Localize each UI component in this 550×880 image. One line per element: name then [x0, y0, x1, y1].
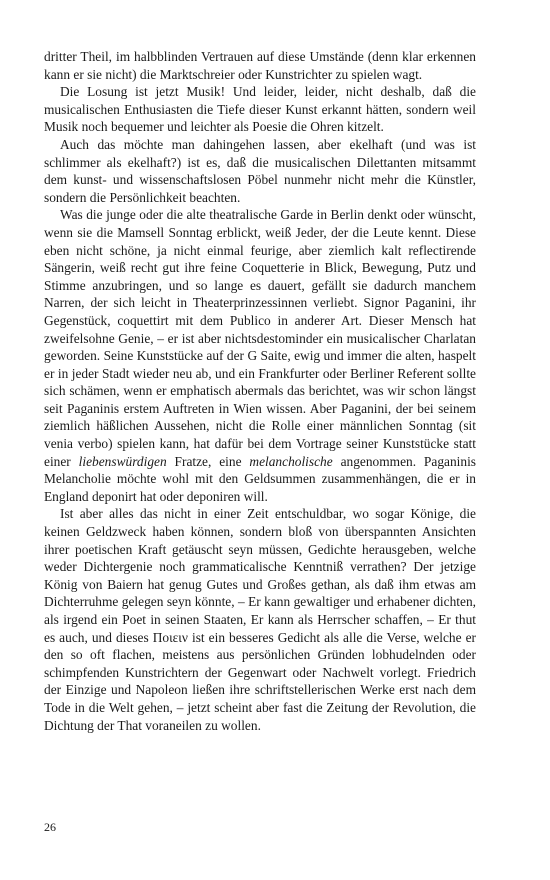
paragraph-2 — [44, 83, 476, 136]
page-body — [44, 48, 476, 734]
paragraph-5-text: Ist aber alles das nicht in einer Zeit entschuldbar, wo sogar Könige, die keinen Geldzweck haben können, sondern bloß von überspannten Ansichten ihrer poetischen Kraft getäuscht seyn müssen, Gedichte herausgeben, welche weder Dichtergenie noch grammaticalische Kenntniß verrathen? Der jetzige König von Baiern hat genug Gutes und Großes gethan, als daß ihm etwas am Dichterruhme gelegen seyn könnte, – Er kann gewaltiger und erhabener dichten, als irgend ein Poet in seinen Staaten, Er kann als Herrscher schaffen, – Er thut es auch, und dieses Ποιειν ist ein besseres Gedicht als alle die Verse, welche er den so oft flachen, meistens aus persönlichen Gründen lobhudelnden oder schimpfenden Kunstrichtern der Gegenwart oder Nachwelt vorlegt. Friedrich der Einzige und Napoleon ließen ihre schriftstellerischen Werke erst nach dem Tode in die Welt gehen, – jetzt scheint aber fast die Zeitung der Revolution, die Dichtung der That voraneilen zu wollen. — [44, 506, 476, 733]
paragraph-1-text: dritter Theil, im halbblinden Vertrauen auf diese Umstände (denn klar erkennen kann er sie nicht) die Marktschreier oder Kunstrichter zu spielen wagt. — [44, 49, 476, 82]
paragraph-4-text-a: Was die junge oder die alte theatralische Garde in Berlin denkt oder wünscht, wenn sie die Mamsell Sonntag erblickt, weiß Jeder, der die Leute kennt. Diese eben nicht schöne, ja nicht einmal feurige, aber ziemlich kalt reflectirende Sängerin, weiß recht gut ihre feine Coquetterie in Blick, Bewegung, Putz und Stimme anzubringen, und so lange es dauert, gefällt sie dadurch manchem Narren, der sich leicht in Theaterprinzessinnen verliebt. Signor Paganini, ihr Gegenstück, coquettirt mit dem Publico in anderer Art. Dieser Mensch hat zweifelsohne Genie, – er ist aber nichtsdestominder ein musicalischer Charlatan geworden. Seine Kunststücke auf der G Saite, ewig und immer die alten, haspelt er in jeder Stadt wieder neu ab, und ein Frankfurter oder Berliner Referent sollte sich schämen, wenn er emphatisch abermals das berichtet, was wir schon längst seit Paganinis erstem Auftreten in Wien wissen. Aber Paganini, der bei seinem ziemlich häßlichen Aussehen, nicht die Rolle einer männlichen Sonntag (sit venia verbo) spielen kann, hat dafür bei dem Vortrage seiner Kunststücke statt einer — [44, 207, 476, 469]
paragraph-5 — [44, 505, 476, 734]
paragraph-2-text: Die Losung ist jetzt Musik! Und leider, leider, nicht deshalb, daß die musicalischen Enthusiasten die Tiefe dieser Kunst erkannt hätten, sondern weil Musik noch bequemer und leichter als Poesie die Ohren kitzelt. — [44, 84, 476, 135]
paragraph-1 — [44, 48, 476, 83]
paragraph-4-emphasis-melancholic: melancholische — [249, 453, 333, 469]
paragraph-4-emphasis-lovable: liebenswürdigen — [78, 453, 167, 469]
paragraph-4 — [44, 206, 476, 505]
paragraph-3-text: Auch das möchte man dahingehen lassen, aber ekelhaft (und was ist schlimmer als ekelhaft?) ist es, daß die musicalischen Dilettanten mitsammt dem kunst- und wissenschaftslosen Pöbel nunmehr nicht mehr die Künstler, sondern die Persönlichkeit beachten. — [44, 136, 476, 205]
page-number: 26 — [44, 820, 56, 834]
paragraph-3 — [44, 136, 476, 206]
paragraph-4-text-c: angenommen. Paganinis Melancholie möchte wohl mit den Geldsummen zusammenhängen, die er in England deponirt hat oder deponiren will. — [44, 453, 477, 504]
paragraph-4-text-b: Fratze, eine — [166, 453, 250, 469]
